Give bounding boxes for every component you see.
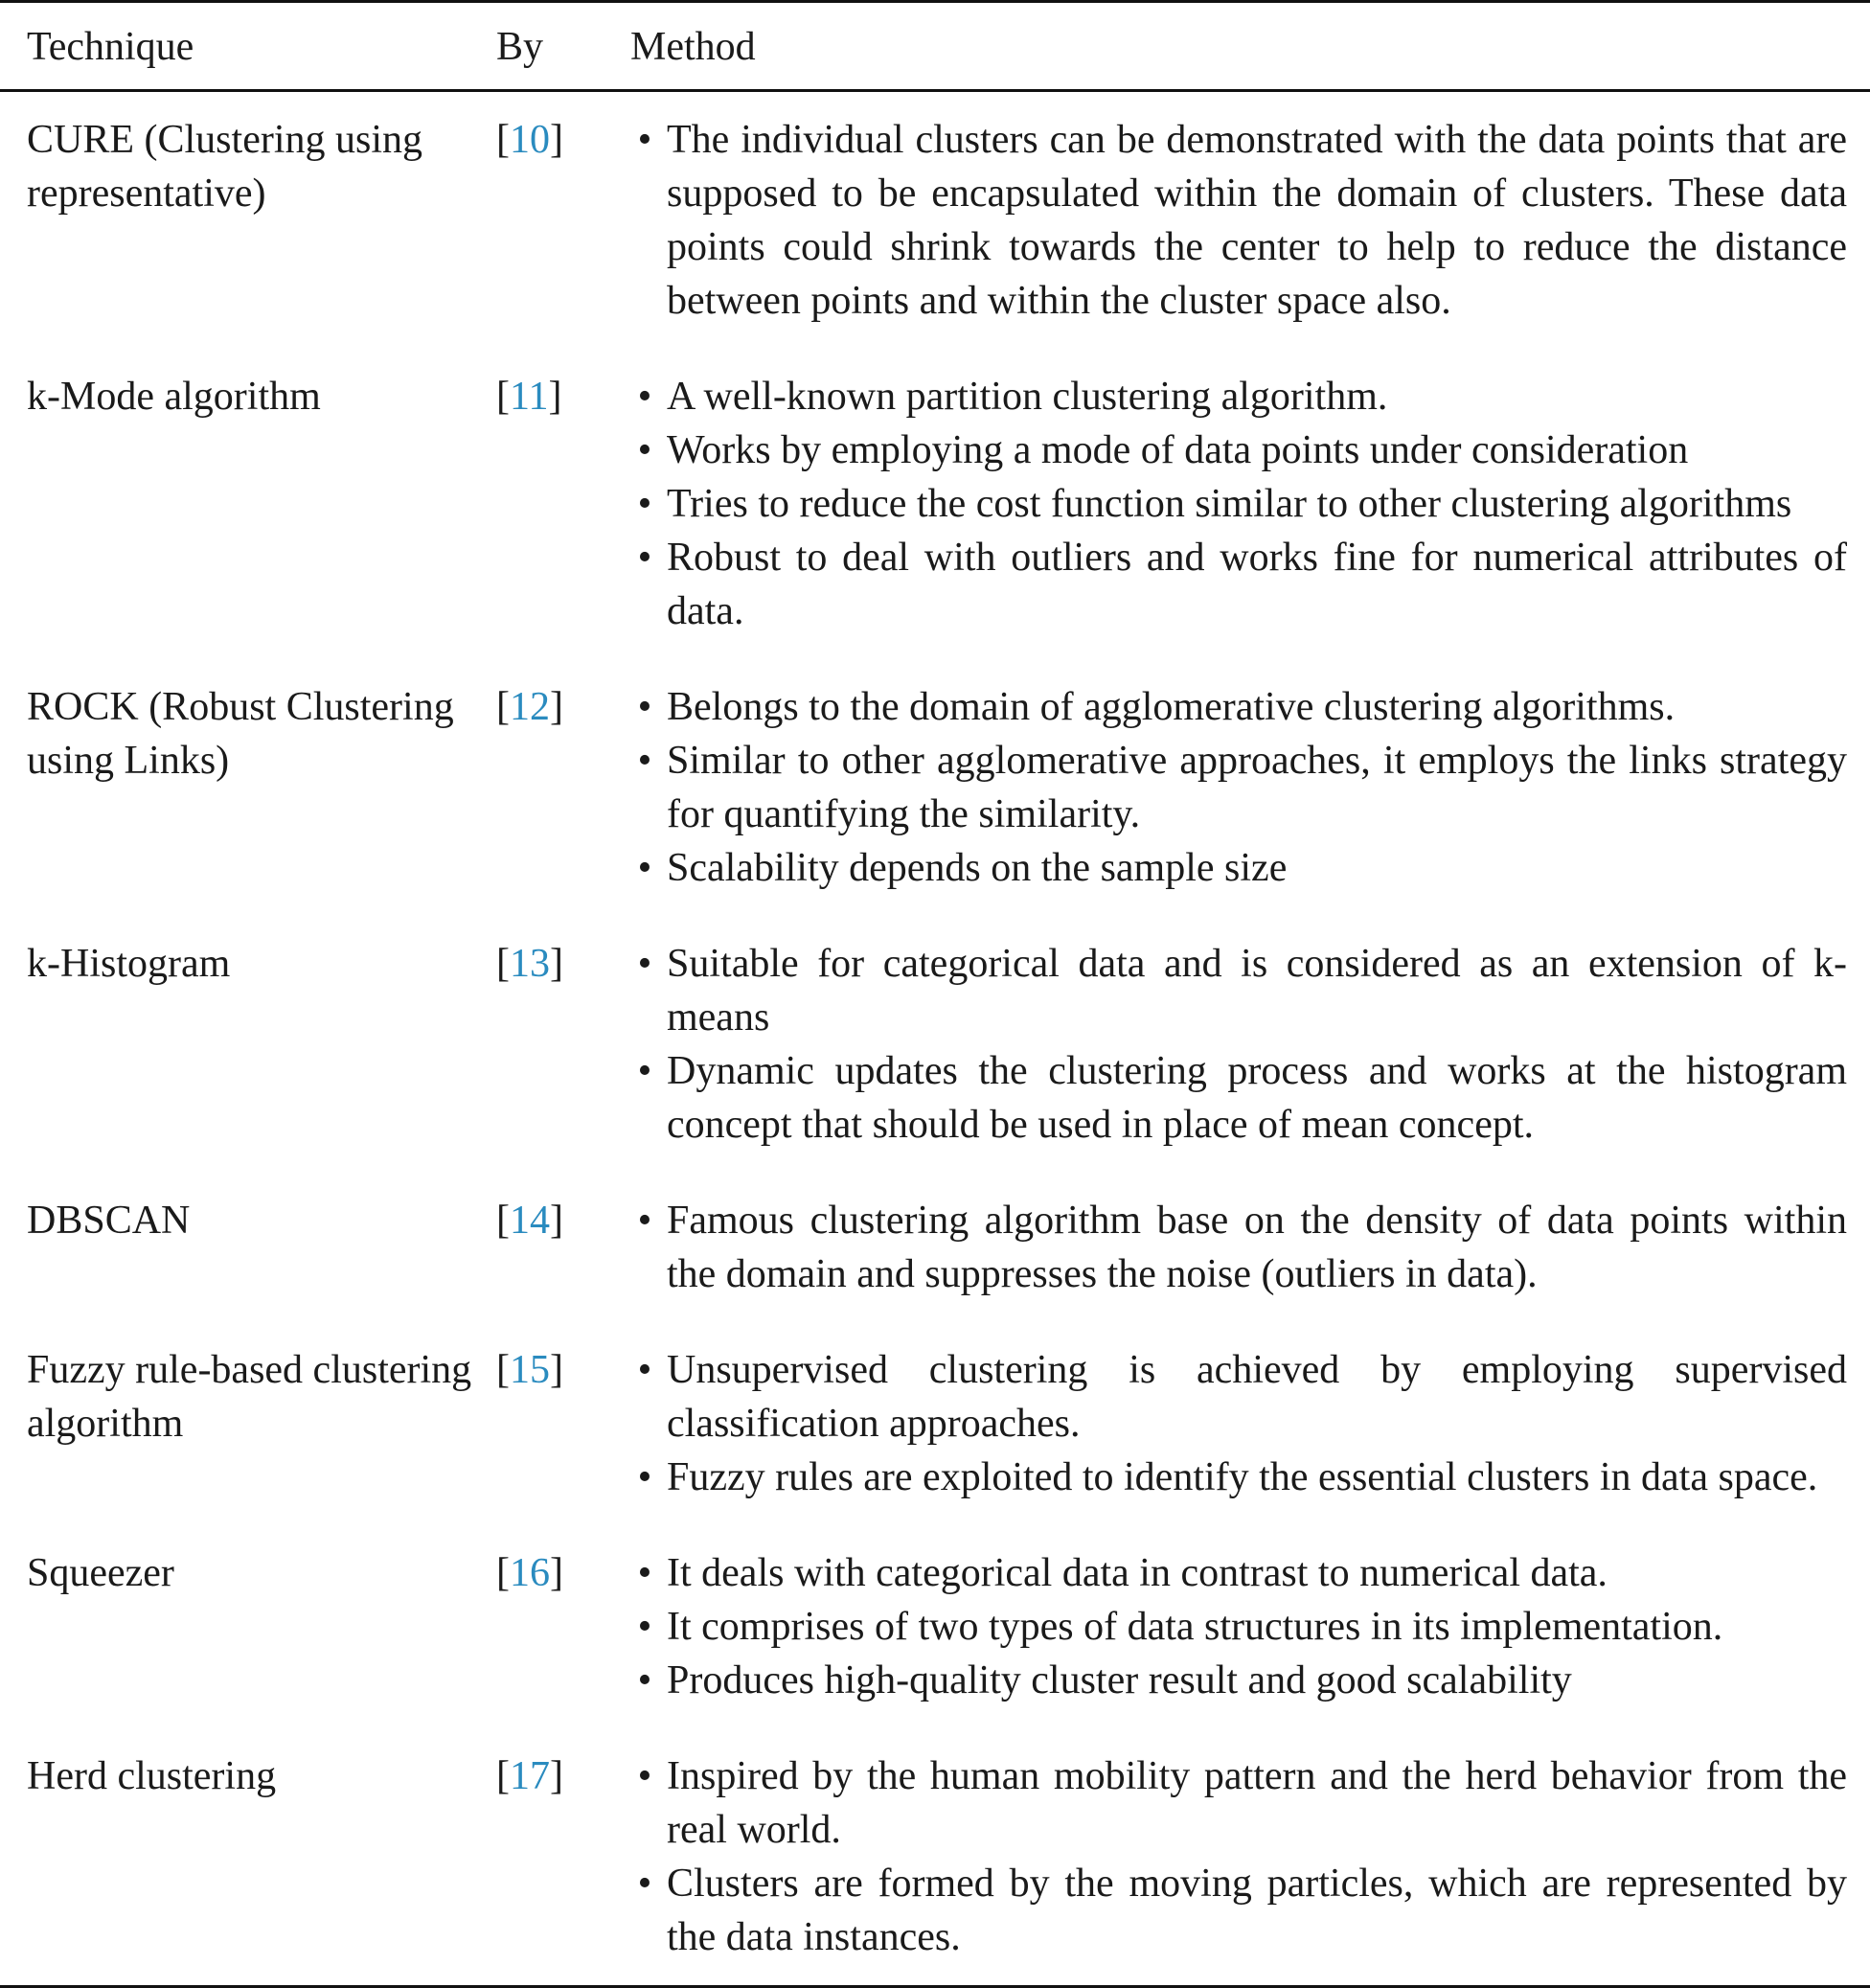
citation-link[interactable]: 14	[510, 1199, 550, 1243]
table-row	[0, 91, 1870, 350]
ref-bracket-open: [	[496, 118, 510, 162]
reference-cell	[496, 349, 630, 659]
technique-cell: Squeezer	[27, 1551, 174, 1595]
citation-link[interactable]: 16	[510, 1551, 550, 1595]
header-by: By	[496, 25, 544, 69]
method-list	[630, 113, 1847, 328]
ref-bracket-close: ]	[550, 685, 563, 729]
bullet-icon: •	[637, 536, 652, 580]
table-header	[0, 2, 1870, 91]
technique-cell: CURE (Clustering using representative)	[27, 118, 423, 216]
method-list-item	[630, 1546, 1847, 1600]
bullet-icon: •	[637, 1455, 652, 1499]
bullet-icon: •	[637, 1049, 652, 1093]
method-cell	[630, 1728, 1870, 1987]
method-text: Scalability depends on the sample size	[667, 846, 1288, 890]
bullet-icon: •	[637, 1348, 652, 1392]
method-list	[630, 680, 1847, 895]
method-cell	[630, 1173, 1870, 1322]
bullet-icon: •	[637, 1754, 652, 1798]
citation-link[interactable]: 10	[510, 118, 550, 162]
method-text: Famous clustering algorithm base on the density of data points within the domain and suppresses the noise (outliers in data).	[667, 1199, 1847, 1296]
table-row	[0, 916, 1870, 1173]
table-row	[0, 1173, 1870, 1322]
method-list-item	[630, 113, 1847, 328]
ref-bracket-close: ]	[550, 942, 563, 986]
ref-bracket-open: [	[496, 685, 510, 729]
table-body	[0, 91, 1870, 1987]
bullet-icon: •	[637, 1658, 652, 1702]
method-cell	[630, 1525, 1870, 1728]
ref-bracket-close: ]	[550, 1754, 563, 1798]
citation-link[interactable]: 17	[510, 1754, 550, 1798]
method-text: Fuzzy rules are exploited to identify the essential clusters in data space.	[667, 1455, 1818, 1499]
method-list-item	[630, 1857, 1847, 1964]
method-list-item	[630, 1343, 1847, 1451]
method-list	[630, 370, 1847, 638]
table-row	[0, 1322, 1870, 1525]
method-list-item	[630, 531, 1847, 638]
method-cell	[630, 349, 1870, 659]
method-cell	[630, 916, 1870, 1173]
method-text: Tries to reduce the cost function similar to other clustering algorithms	[667, 482, 1792, 526]
ref-bracket-open: [	[496, 1348, 510, 1392]
method-text: It deals with categorical data in contrast to numerical data.	[667, 1551, 1608, 1595]
method-text: It comprises of two types of data structures in its implementation.	[667, 1605, 1723, 1649]
bullet-icon: •	[637, 739, 652, 783]
ref-bracket-open: [	[496, 1754, 510, 1798]
ref-bracket-close: ]	[550, 1199, 563, 1243]
method-list-item	[630, 1194, 1847, 1301]
method-list-item	[630, 1749, 1847, 1857]
technique-cell: Fuzzy rule-based clustering algorithm	[27, 1348, 472, 1446]
method-cell	[630, 91, 1870, 350]
ref-bracket-close: ]	[550, 118, 563, 162]
method-list-item	[630, 734, 1847, 841]
ref-bracket-open: [	[496, 1199, 510, 1243]
method-list-item	[630, 937, 1847, 1044]
bullet-icon: •	[637, 685, 652, 729]
method-text: Robust to deal with outliers and works fine for numerical attributes of data.	[667, 536, 1847, 633]
method-list	[630, 937, 1847, 1152]
bullet-icon: •	[637, 428, 652, 472]
table-row	[0, 349, 1870, 659]
bullet-icon: •	[637, 1862, 652, 1906]
technique-cell: DBSCAN	[27, 1199, 191, 1243]
method-text: Suitable for categorical data and is considered as an extension of k-means	[667, 942, 1847, 1040]
method-list-item	[630, 841, 1847, 895]
method-list-item	[630, 680, 1847, 734]
reference-cell	[496, 1322, 630, 1525]
ref-bracket-close: ]	[548, 375, 562, 419]
bullet-icon: •	[637, 118, 652, 162]
technique-cell: Herd clustering	[27, 1754, 277, 1798]
method-list-item	[630, 1451, 1847, 1504]
bullet-icon: •	[637, 1605, 652, 1649]
technique-cell: k-Mode algorithm	[27, 375, 321, 419]
table-row	[0, 1525, 1870, 1728]
method-list	[630, 1194, 1847, 1301]
method-text: Works by employing a mode of data points under consideration	[667, 428, 1689, 472]
method-list	[630, 1546, 1847, 1707]
header-technique: Technique	[27, 25, 194, 69]
header-method: Method	[630, 25, 756, 69]
method-text: Unsupervised clustering is achieved by employing supervised classification approaches.	[667, 1348, 1847, 1446]
method-list-item	[630, 370, 1847, 423]
method-list-item	[630, 1600, 1847, 1654]
method-list	[630, 1343, 1847, 1504]
reference-cell	[496, 1525, 630, 1728]
table-row	[0, 1728, 1870, 1987]
method-list-item	[630, 477, 1847, 531]
bullet-icon: •	[637, 942, 652, 986]
bullet-icon: •	[637, 375, 652, 419]
header-row	[0, 2, 1870, 91]
bullet-icon: •	[637, 846, 652, 890]
technique-cell: ROCK (Robust Clustering using Links)	[27, 685, 454, 783]
ref-bracket-close: ]	[550, 1348, 563, 1392]
reference-cell	[496, 1173, 630, 1322]
method-text: Belongs to the domain of agglomerative clustering algorithms.	[667, 685, 1676, 729]
method-text: The individual clusters can be demonstrated with the data points that are supposed to be encapsulated within the domain of clusters. These data points could shrink towards the center to help to reduce the distance between points and within the cluster space also.	[667, 118, 1847, 323]
method-text: Clusters are formed by the moving particles, which are represented by the data instances.	[667, 1862, 1847, 1959]
method-text: Similar to other agglomerative approaches, it employs the links strategy for quantifying the similarity.	[667, 739, 1847, 836]
method-cell	[630, 659, 1870, 916]
table-row	[0, 659, 1870, 916]
citation-link[interactable]: 13	[510, 942, 550, 986]
method-text: A well-known partition clustering algorithm.	[667, 375, 1388, 419]
method-text: Produces high-quality cluster result and good scalability	[667, 1658, 1572, 1702]
reference-cell	[496, 91, 630, 350]
method-text: Dynamic updates the clustering process and works at the histogram concept that should be used in place of mean concept.	[667, 1049, 1847, 1147]
citation-link[interactable]: 15	[510, 1348, 550, 1392]
technique-cell: k-Histogram	[27, 942, 231, 986]
bullet-icon: •	[637, 482, 652, 526]
reference-cell	[496, 659, 630, 916]
method-list-item	[630, 423, 1847, 477]
bullet-icon: •	[637, 1199, 652, 1243]
method-cell	[630, 1322, 1870, 1525]
reference-cell	[496, 916, 630, 1173]
method-list-item	[630, 1654, 1847, 1707]
citation-link[interactable]: 11	[510, 375, 549, 419]
ref-bracket-open: [	[496, 942, 510, 986]
citation-link[interactable]: 12	[510, 685, 550, 729]
reference-cell	[496, 1728, 630, 1987]
method-text: Inspired by the human mobility pattern and the herd behavior from the real world.	[667, 1754, 1847, 1852]
method-list	[630, 1749, 1847, 1964]
ref-bracket-open: [	[496, 1551, 510, 1595]
ref-bracket-close: ]	[550, 1551, 563, 1595]
method-list-item	[630, 1044, 1847, 1152]
ref-bracket-open: [	[496, 375, 510, 419]
bullet-icon: •	[637, 1551, 652, 1595]
